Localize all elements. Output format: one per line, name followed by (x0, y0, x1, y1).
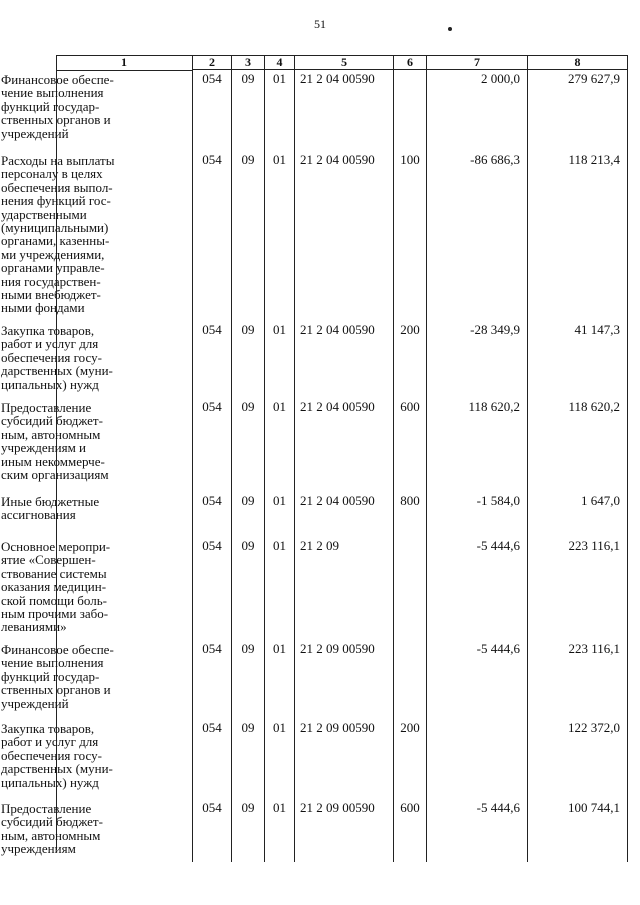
cell-expense-type: 600 (394, 398, 427, 492)
cell-subsection: 01 (265, 398, 295, 492)
cell-target: 21 2 04 00590 (295, 321, 394, 398)
cell-expense-type (394, 70, 427, 151)
table-row (193, 70, 628, 151)
cell-admin: 054 (193, 719, 232, 799)
header-col-6: 6 (394, 56, 427, 70)
cell-expense-type: 200 (394, 321, 427, 398)
row-description: Финансовое обеспе- чение выполнения функций государ- ственных органов и учреждений (1, 72, 114, 141)
cell-section: 09 (232, 640, 265, 719)
cell-total: 223 116,1 (528, 640, 628, 719)
cell-change: 2 000,0 (427, 70, 528, 151)
cell-section: 09 (232, 799, 265, 862)
row-description: Основное меропри- ятие «Совершен- ствование системы оказания медицин- ской помощи боль- ным прочими забо- леваниями» (1, 539, 111, 635)
table-row (193, 799, 628, 862)
cell-admin: 054 (193, 398, 232, 492)
header-col-7: 7 (427, 56, 528, 70)
page-number: 51 (314, 17, 326, 31)
cell-section: 09 (232, 537, 265, 640)
cell-admin: 054 (193, 321, 232, 398)
header-col-3: 3 (232, 56, 265, 70)
cell-admin: 054 (193, 640, 232, 719)
cell-total: 122 372,0 (528, 719, 628, 799)
cell-target: 21 2 09 00590 (295, 640, 394, 719)
cell-section: 09 (232, 321, 265, 398)
cell-total: 100 744,1 (528, 799, 628, 862)
cell-change: -5 444,6 (427, 799, 528, 862)
cell-subsection: 01 (265, 151, 295, 321)
cell-section: 09 (232, 492, 265, 537)
cell-change: -86 686,3 (427, 151, 528, 321)
cell-subsection: 01 (265, 537, 295, 640)
cell-target: 21 2 09 (295, 537, 394, 640)
cell-total: 118 213,4 (528, 151, 628, 321)
cell-expense-type (394, 640, 427, 719)
cell-subsection: 01 (265, 799, 295, 862)
header-col-5: 5 (295, 56, 394, 70)
cell-target: 21 2 04 00590 (295, 492, 394, 537)
cell-subsection: 01 (265, 492, 295, 537)
row-description: Предоставление субсидий бюджет- ным, автономным учреждениям (1, 801, 103, 857)
cell-change (427, 719, 528, 799)
row-description: Расходы на выплаты персоналу в целях обеспечения выпол- нения функций гос- ударственными (муниципальными) органами, казенны- ми учреждениями, органами управле- ния государствен- ными внебюджет- ными фондами (1, 153, 115, 316)
cell-admin: 054 (193, 492, 232, 537)
cell-subsection: 01 (265, 719, 295, 799)
cell-admin: 054 (193, 151, 232, 321)
budget-table (192, 55, 628, 862)
cell-total: 223 116,1 (528, 537, 628, 640)
header-col-2: 2 (193, 56, 232, 70)
table-row (193, 537, 628, 640)
cell-subsection: 01 (265, 321, 295, 398)
cell-total: 1 647,0 (528, 492, 628, 537)
cell-target: 21 2 04 00590 (295, 398, 394, 492)
header-row (193, 56, 628, 70)
cell-admin: 054 (193, 537, 232, 640)
stray-mark (448, 27, 452, 31)
cell-subsection: 01 (265, 640, 295, 719)
row-description: Предоставление субсидий бюджет- ным, автономным учреждениям и иным некоммерче- ским организациям (1, 400, 109, 483)
header-col-8: 8 (528, 56, 628, 70)
cell-expense-type: 200 (394, 719, 427, 799)
cell-total: 279 627,9 (528, 70, 628, 151)
table-row (193, 492, 628, 537)
cell-change: 118 620,2 (427, 398, 528, 492)
cell-change: -1 584,0 (427, 492, 528, 537)
cell-total: 118 620,2 (528, 398, 628, 492)
row-description: Закупка товаров, работ и услуг для обеспечения госу- дарственных (муни- ципальных) нужд (1, 721, 113, 790)
cell-target: 21 2 09 00590 (295, 799, 394, 862)
table-row (193, 640, 628, 719)
cell-change: -5 444,6 (427, 640, 528, 719)
table-row (193, 719, 628, 799)
cell-expense-type: 600 (394, 799, 427, 862)
row-description: Закупка товаров, работ и услуг для обеспечения госу- дарственных (муни- ципальных) нужд (1, 323, 113, 392)
table-row (193, 398, 628, 492)
cell-section: 09 (232, 719, 265, 799)
table-row (193, 321, 628, 398)
cell-target: 21 2 04 00590 (295, 70, 394, 151)
cell-admin: 054 (193, 70, 232, 151)
cell-target: 21 2 04 00590 (295, 151, 394, 321)
cell-target: 21 2 09 00590 (295, 719, 394, 799)
cell-subsection: 01 (265, 70, 295, 151)
cell-section: 09 (232, 151, 265, 321)
cell-change: -28 349,9 (427, 321, 528, 398)
header-col-1: 1 (56, 55, 192, 71)
cell-total: 41 147,3 (528, 321, 628, 398)
cell-section: 09 (232, 70, 265, 151)
header-col-4: 4 (265, 56, 295, 70)
row-description: Иные бюджетные ассигнования (1, 494, 100, 523)
cell-change: -5 444,6 (427, 537, 528, 640)
cell-section: 09 (232, 398, 265, 492)
cell-expense-type: 800 (394, 492, 427, 537)
cell-expense-type (394, 537, 427, 640)
cell-admin: 054 (193, 799, 232, 862)
table-row (193, 151, 628, 321)
cell-expense-type: 100 (394, 151, 427, 321)
row-description: Финансовое обеспе- чение выполнения функций государ- ственных органов и учреждений (1, 642, 114, 711)
description-column (56, 55, 192, 71)
